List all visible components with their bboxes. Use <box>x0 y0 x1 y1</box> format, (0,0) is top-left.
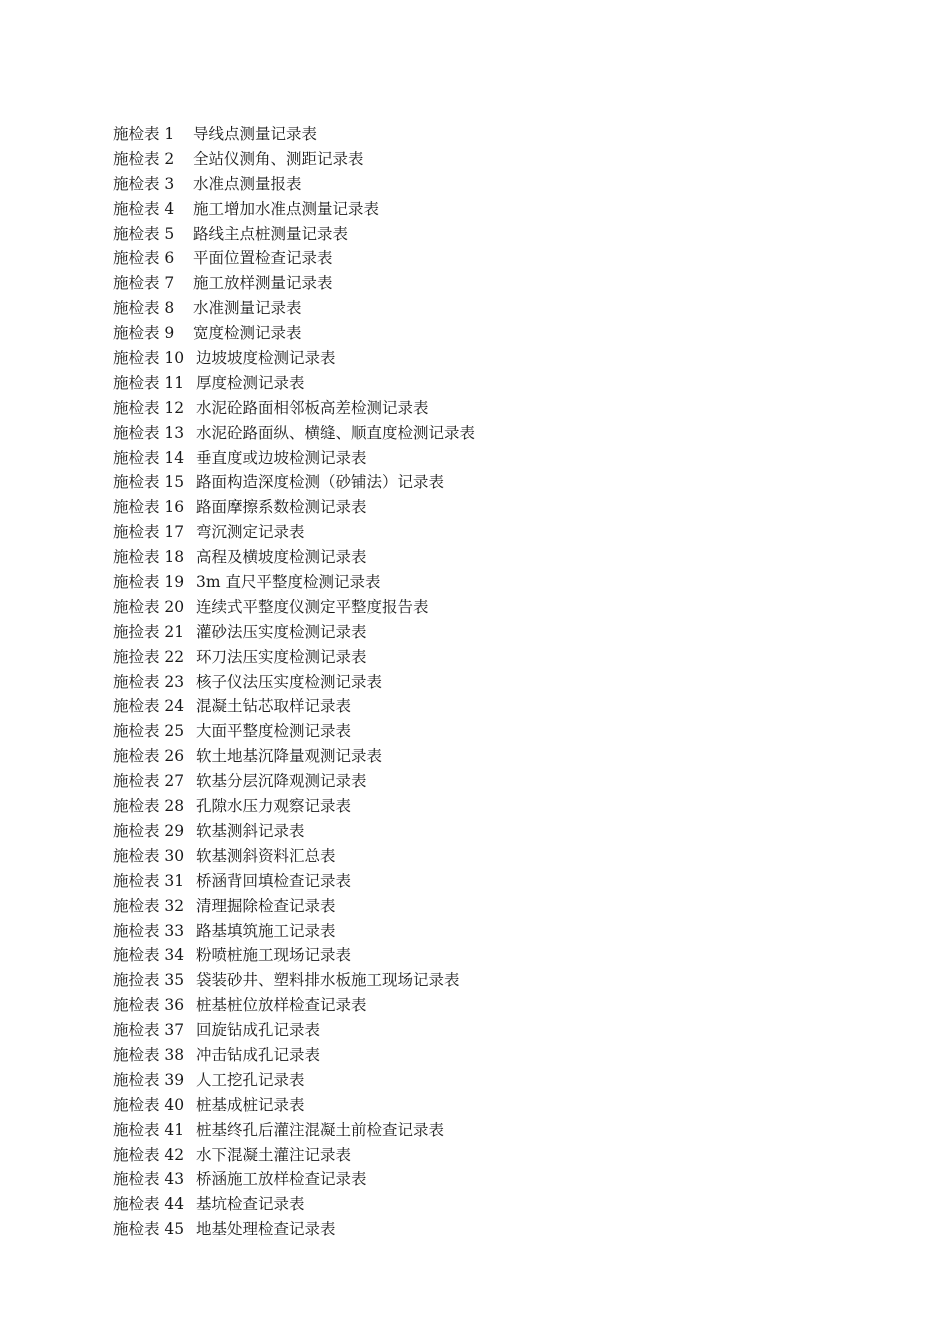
form-title: 基坑检查记录表 <box>196 1195 305 1214</box>
form-title: 水准点测量报表 <box>193 174 302 193</box>
form-title: 软基测斜记录表 <box>196 821 305 840</box>
form-title: 桥涵背回填检查记录表 <box>196 871 352 890</box>
form-code: 施检表 1 <box>113 125 175 143</box>
form-code: 施检表 18 <box>113 548 185 567</box>
list-item <box>113 1192 475 1217</box>
form-title: 路线主点桩测量记录表 <box>193 224 349 243</box>
form-title: 导线点测量记录表 <box>193 125 318 143</box>
list-item <box>113 371 475 396</box>
list-item <box>113 1043 475 1068</box>
form-title: 孔隙水压力观察记录表 <box>196 797 352 816</box>
form-title: 垂直度或边坡检测记录表 <box>196 448 367 467</box>
form-title: 连续式平整度仪测定平整度报告表 <box>196 597 429 616</box>
list-item <box>113 470 475 495</box>
form-title: 施工放样测量记录表 <box>193 274 333 293</box>
form-code: 施检表 17 <box>113 523 185 542</box>
form-code: 施检表 15 <box>113 473 185 492</box>
form-code: 施检表 10 <box>113 349 185 368</box>
form-title: 灌砂法压实度检测记录表 <box>196 622 367 641</box>
form-title: 袋装砂井、塑料排水板施工现场记录表 <box>196 971 460 990</box>
form-code: 施检表 8 <box>113 299 175 318</box>
form-code: 施检表 42 <box>113 1145 185 1164</box>
list-item <box>113 570 475 595</box>
form-code: 施检表 26 <box>113 747 185 766</box>
list-item <box>113 645 475 670</box>
list-item <box>113 197 475 222</box>
list-item <box>113 545 475 570</box>
form-code: 施检表 19 <box>113 573 185 592</box>
form-code: 施检表 16 <box>113 498 185 517</box>
list-item <box>113 670 475 695</box>
form-title: 宽度检测记录表 <box>193 324 302 343</box>
list-item <box>113 769 475 794</box>
form-code: 施检表 6 <box>113 249 175 268</box>
form-title: 软土地基沉降量观测记录表 <box>196 747 383 766</box>
form-code: 施检表 9 <box>113 324 175 343</box>
form-code: 施检表 4 <box>113 199 175 218</box>
form-code: 施检表 30 <box>113 846 185 865</box>
list-item <box>113 222 475 247</box>
list-item <box>113 321 475 346</box>
form-code: 施捡表 35 <box>113 971 185 990</box>
form-title: 路面构造深度检测（砂铺法）记录表 <box>196 473 445 492</box>
form-code: 施检表 45 <box>113 1220 185 1239</box>
form-code: 施检表 23 <box>113 672 185 691</box>
form-code: 施检表 13 <box>113 423 185 442</box>
form-code: 施捡表 21 <box>113 622 185 641</box>
list-item <box>113 396 475 421</box>
list-item <box>113 246 475 271</box>
form-title: 环刀法压实度检测记录表 <box>196 647 367 666</box>
form-code: 施检表 29 <box>113 821 185 840</box>
form-code: 施检表 27 <box>113 772 185 791</box>
form-title: 水泥砼路面相邻板高差检测记录表 <box>196 398 429 417</box>
form-code: 施检表 36 <box>113 996 185 1015</box>
list-item <box>113 794 475 819</box>
form-title: 全站仪测角、测距记录表 <box>193 149 364 168</box>
form-code: 施检表 28 <box>113 797 185 816</box>
form-title: 地基处理检查记录表 <box>196 1220 336 1239</box>
form-title: 大面平整度检测记录表 <box>196 722 352 741</box>
form-title: 水下混凝土灌注记录表 <box>196 1145 352 1164</box>
list-item <box>113 719 475 744</box>
list-item <box>113 1143 475 1168</box>
form-title: 人工挖孔记录表 <box>196 1070 305 1089</box>
form-code: 施检表 14 <box>113 448 185 467</box>
form-title: 高程及横坡度检测记录表 <box>196 548 367 567</box>
list-item <box>113 844 475 869</box>
form-code: 施检表 3 <box>113 174 175 193</box>
list-item <box>113 346 475 371</box>
list-item <box>113 1167 475 1192</box>
form-title: 混凝土钻芯取样记录表 <box>196 697 352 716</box>
form-title: 弯沉测定记录表 <box>196 523 305 542</box>
form-title: 桩基终孔后灌注混凝土前检查记录表 <box>196 1120 445 1139</box>
list-item <box>113 919 475 944</box>
form-code: 施检表 31 <box>113 871 185 890</box>
list-item <box>113 595 475 620</box>
form-title: 水泥砼路面纵、横缝、顺直度检测记录表 <box>196 423 476 442</box>
form-code: 施检表 44 <box>113 1195 185 1214</box>
list-item <box>113 1068 475 1093</box>
form-title: 粉喷桩施工现场记录表 <box>196 946 352 965</box>
form-code: 施检表 37 <box>113 1021 185 1040</box>
form-title: 冲击钻成孔记录表 <box>196 1045 321 1064</box>
list-item <box>113 446 475 471</box>
form-code: 施检表 12 <box>113 398 185 417</box>
list-item <box>113 147 475 172</box>
form-title: 路基填筑施工记录表 <box>196 921 336 940</box>
form-code: 施检表 41 <box>113 1120 185 1139</box>
form-code: 施检表 32 <box>113 896 185 915</box>
form-code: 施检表 38 <box>113 1045 185 1064</box>
form-code: 施检表 7 <box>113 274 175 293</box>
list-item <box>113 943 475 968</box>
form-code: 施检表 34 <box>113 946 185 965</box>
form-title: 施工增加水准点测量记录表 <box>193 199 380 218</box>
form-title: 厚度检测记录表 <box>196 373 305 392</box>
list-item <box>113 968 475 993</box>
form-code: 施检表 25 <box>113 722 185 741</box>
list-item <box>113 1018 475 1043</box>
form-code: 施检表 2 <box>113 149 175 168</box>
form-code: 施检表 11 <box>113 373 185 392</box>
form-title: 软基测斜资料汇总表 <box>196 846 336 865</box>
list-item <box>113 894 475 919</box>
form-code: 施检表 39 <box>113 1070 185 1089</box>
list-item <box>113 1217 475 1242</box>
form-code: 施检表 5 <box>113 224 175 243</box>
list-item <box>113 495 475 520</box>
list-item <box>113 122 475 147</box>
form-title: 软基分层沉降观测记录表 <box>196 772 367 791</box>
form-title: 3m 直尺平整度检测记录表 <box>196 573 381 592</box>
form-title: 边坡坡度检测记录表 <box>196 349 336 368</box>
form-title: 桩基成桩记录表 <box>196 1095 305 1114</box>
list-item <box>113 172 475 197</box>
form-code: 施检表 24 <box>113 697 185 716</box>
list-item <box>113 744 475 769</box>
list-item <box>113 819 475 844</box>
list-item <box>113 1118 475 1143</box>
list-item <box>113 520 475 545</box>
form-title: 清理掘除检查记录表 <box>196 896 336 915</box>
list-item <box>113 421 475 446</box>
form-title: 桥涵施工放样检查记录表 <box>196 1170 367 1189</box>
form-title: 桩基桩位放样检查记录表 <box>196 996 367 1015</box>
form-title: 回旋钻成孔记录表 <box>196 1021 321 1040</box>
list-item <box>113 993 475 1018</box>
form-code: 施检表 33 <box>113 921 185 940</box>
list-item <box>113 1093 475 1118</box>
form-code: 施检表 43 <box>113 1170 185 1189</box>
list-item <box>113 694 475 719</box>
form-title: 核子仪法压实度检测记录表 <box>196 672 383 691</box>
form-code: 施检表 20 <box>113 597 185 616</box>
list-item <box>113 271 475 296</box>
list-item <box>113 296 475 321</box>
list-item <box>113 869 475 894</box>
form-title: 路面摩擦系数检测记录表 <box>196 498 367 517</box>
form-code: 施捡表 22 <box>113 647 185 666</box>
list-item <box>113 620 475 645</box>
form-title: 水准测量记录表 <box>193 299 302 318</box>
form-index-list <box>113 122 475 1242</box>
form-title: 平面位置检查记录表 <box>193 249 333 268</box>
form-code: 施检表 40 <box>113 1095 185 1114</box>
